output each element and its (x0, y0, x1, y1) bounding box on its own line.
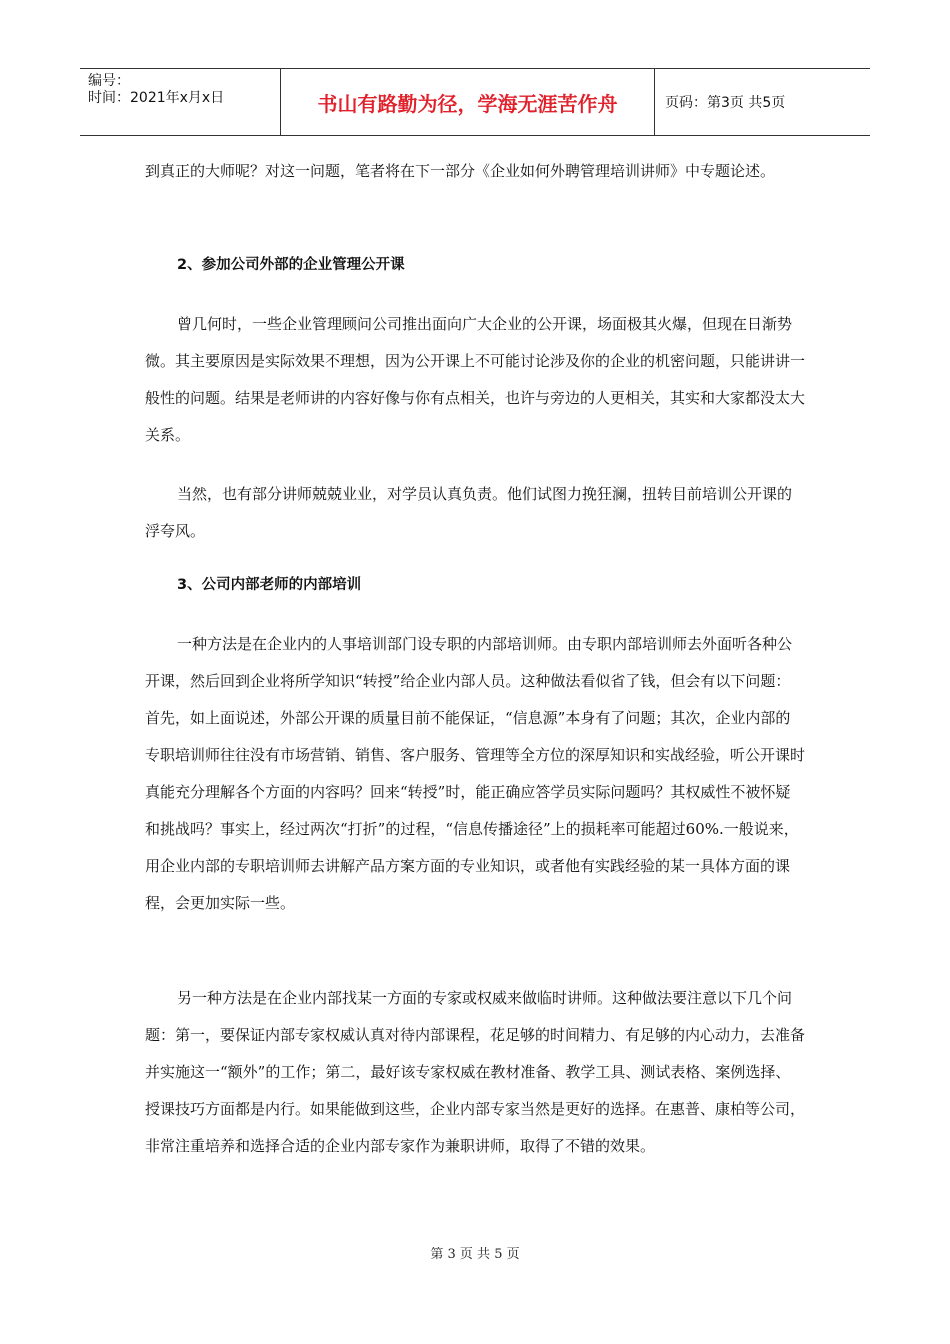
header-meta (80, 69, 281, 135)
document-date: 时间：2021年x月x日 (88, 90, 225, 106)
section-heading-2: 2、参加公司外部的企业管理公开课 (177, 257, 405, 273)
paragraph-2a: 曾几何时，一些企业管理顾问公司推出面向广大企业的公开课，场面极其火爆，但现在日渐势微。其主要原因是实际效果不理想，因为公开课上不可能讨论涉及你的企业的机密问题，只能讲讲一般性的问题。结果是老师讲的内容好像与你有点相关，也许与旁边的人更相关，其实和大家都没太大关系。 (145, 315, 806, 444)
header-page-code: 页码：第3页 共5页 (665, 95, 786, 111)
page-header (80, 68, 870, 136)
section-3-body (145, 626, 805, 922)
document-number: 编号： (88, 73, 130, 89)
header-motto: 书山有路勤为径，学海无涯苦作舟 (281, 69, 655, 135)
paragraph-2b: 当然，也有部分讲师兢兢业业，对学员认真负责。他们试图力挽狂澜，扭转目前培训公开课的浮夸风。 (145, 485, 793, 540)
section-2-body (145, 306, 805, 454)
paragraph-intro: 到真正的大师呢？对这一问题，笔者将在下一部分《企业如何外聘管理培训讲师》中专题论述。 (145, 162, 776, 180)
section-2 (145, 247, 805, 284)
section-2-body-b (145, 476, 805, 550)
section-3 (145, 567, 805, 604)
paragraph-3b: 另一种方法是在企业内部找某一方面的专家或权威来做临时讲师。这种做法要注意以下几个问题：第一，要保证内部专家权威认真对待内部课程，花足够的时间精力、有足够的内心动力，去准备并实施这一“额外”的工作；第二，最好该专家权威在教材准备、教学工具、测试表格、案例选择、授课技巧方面都是内行。如果能做到这些，企业内部专家当然是更好的选择。在惠普、康柏等公司，非常注重培养和选择合适的企业内部专家作为兼职讲师，取得了不错的效果。 (145, 989, 806, 1155)
section-3-body-b (145, 980, 805, 1165)
page-footer: 第 3 页 共 5 页 (430, 1247, 520, 1262)
paragraph-3a: 一种方法是在企业内的人事培训部门设专职的内部培训师。由专职内部培训师去外面听各种公开课，然后回到企业将所学知识“转授”给企业内部人员。这种做法看似省了钱，但会有以下问题：首先，如上面说述，外部公开课的质量目前不能保证，“信息源”本身有了问题；其次，企业内部的专职培训师往往没有市场营销、销售、客户服务、管理等全方位的深厚知识和实战经验，听公开课时真能充分理解各个方面的内容吗？回来“转授”时，能正确应答学员实际问题吗？其权威性不被怀疑和挑战吗？事实上，经过两次“打折”的过程，“信息传播途径”上的损耗率可能超过60%.一般说来，用企业内部的专职培训师去讲解产品方案方面的专业知识，或者他有实践经验的某一具体方面的课程，会更加实际一些。 (145, 635, 806, 912)
section-heading-3: 3、公司内部老师的内部培训 (177, 577, 362, 593)
document-body (145, 153, 805, 190)
